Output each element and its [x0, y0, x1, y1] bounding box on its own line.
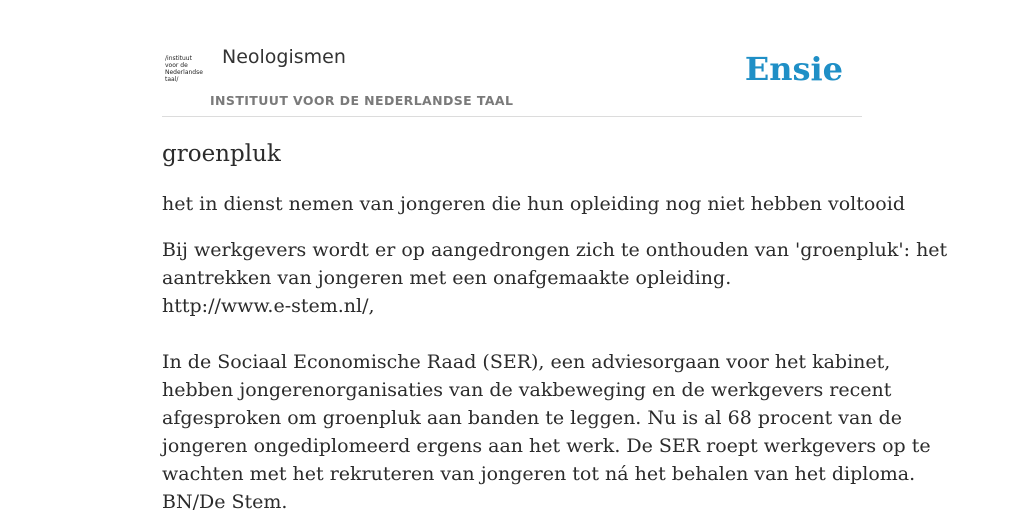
entry-content [162, 136, 948, 512]
logo-line: taal/ [165, 76, 179, 83]
section-title[interactable]: Neologismen [222, 46, 346, 68]
example-line: hebben jongerenorganisaties van de vakbeweging en de werkgevers recent [162, 379, 892, 401]
example-line: Bij werkgevers wordt er op aangedrongen zich te onthouden van 'groenpluk': het [162, 239, 948, 261]
entry-term: groenpluk [162, 141, 281, 167]
logo-line: /instituut [165, 55, 192, 62]
example-line: In de Sociaal Economische Raad (SER), een adviesorgaan voor het kabinet, [162, 351, 891, 373]
logo-line: Nederlandse [165, 69, 203, 76]
example-line: afgesproken om groenpluk aan banden te leggen. Nu is al 68 procent van de [162, 407, 903, 429]
page-header [162, 0, 862, 117]
example-line: wachten met het rekruteren van jongeren tot ná het behalen van het diploma. [162, 463, 916, 485]
entry-example [162, 236, 948, 512]
example-source: BN/De Stem. [162, 491, 288, 512]
example-line: jongeren ongediplomeerd ergens aan het werk. De SER roept werkgevers op te [162, 435, 931, 457]
example-line: aantrekken van jongeren met een onafgemaakte opleiding. [162, 267, 732, 289]
organization-name: INSTITUUT VOOR DE NEDERLANDSE TAAL [210, 93, 514, 108]
example-source-link[interactable]: http://www.e-stem.nl/, [162, 295, 375, 317]
ivdnt-logo[interactable] [165, 55, 209, 91]
paragraph-gap [162, 320, 862, 348]
entry-definition: het in dienst nemen van jongeren die hun opleiding nog niet hebben voltooid [162, 193, 905, 215]
ensie-brand-logo[interactable]: Ensie [744, 50, 843, 88]
logo-line: voor de [165, 62, 188, 69]
